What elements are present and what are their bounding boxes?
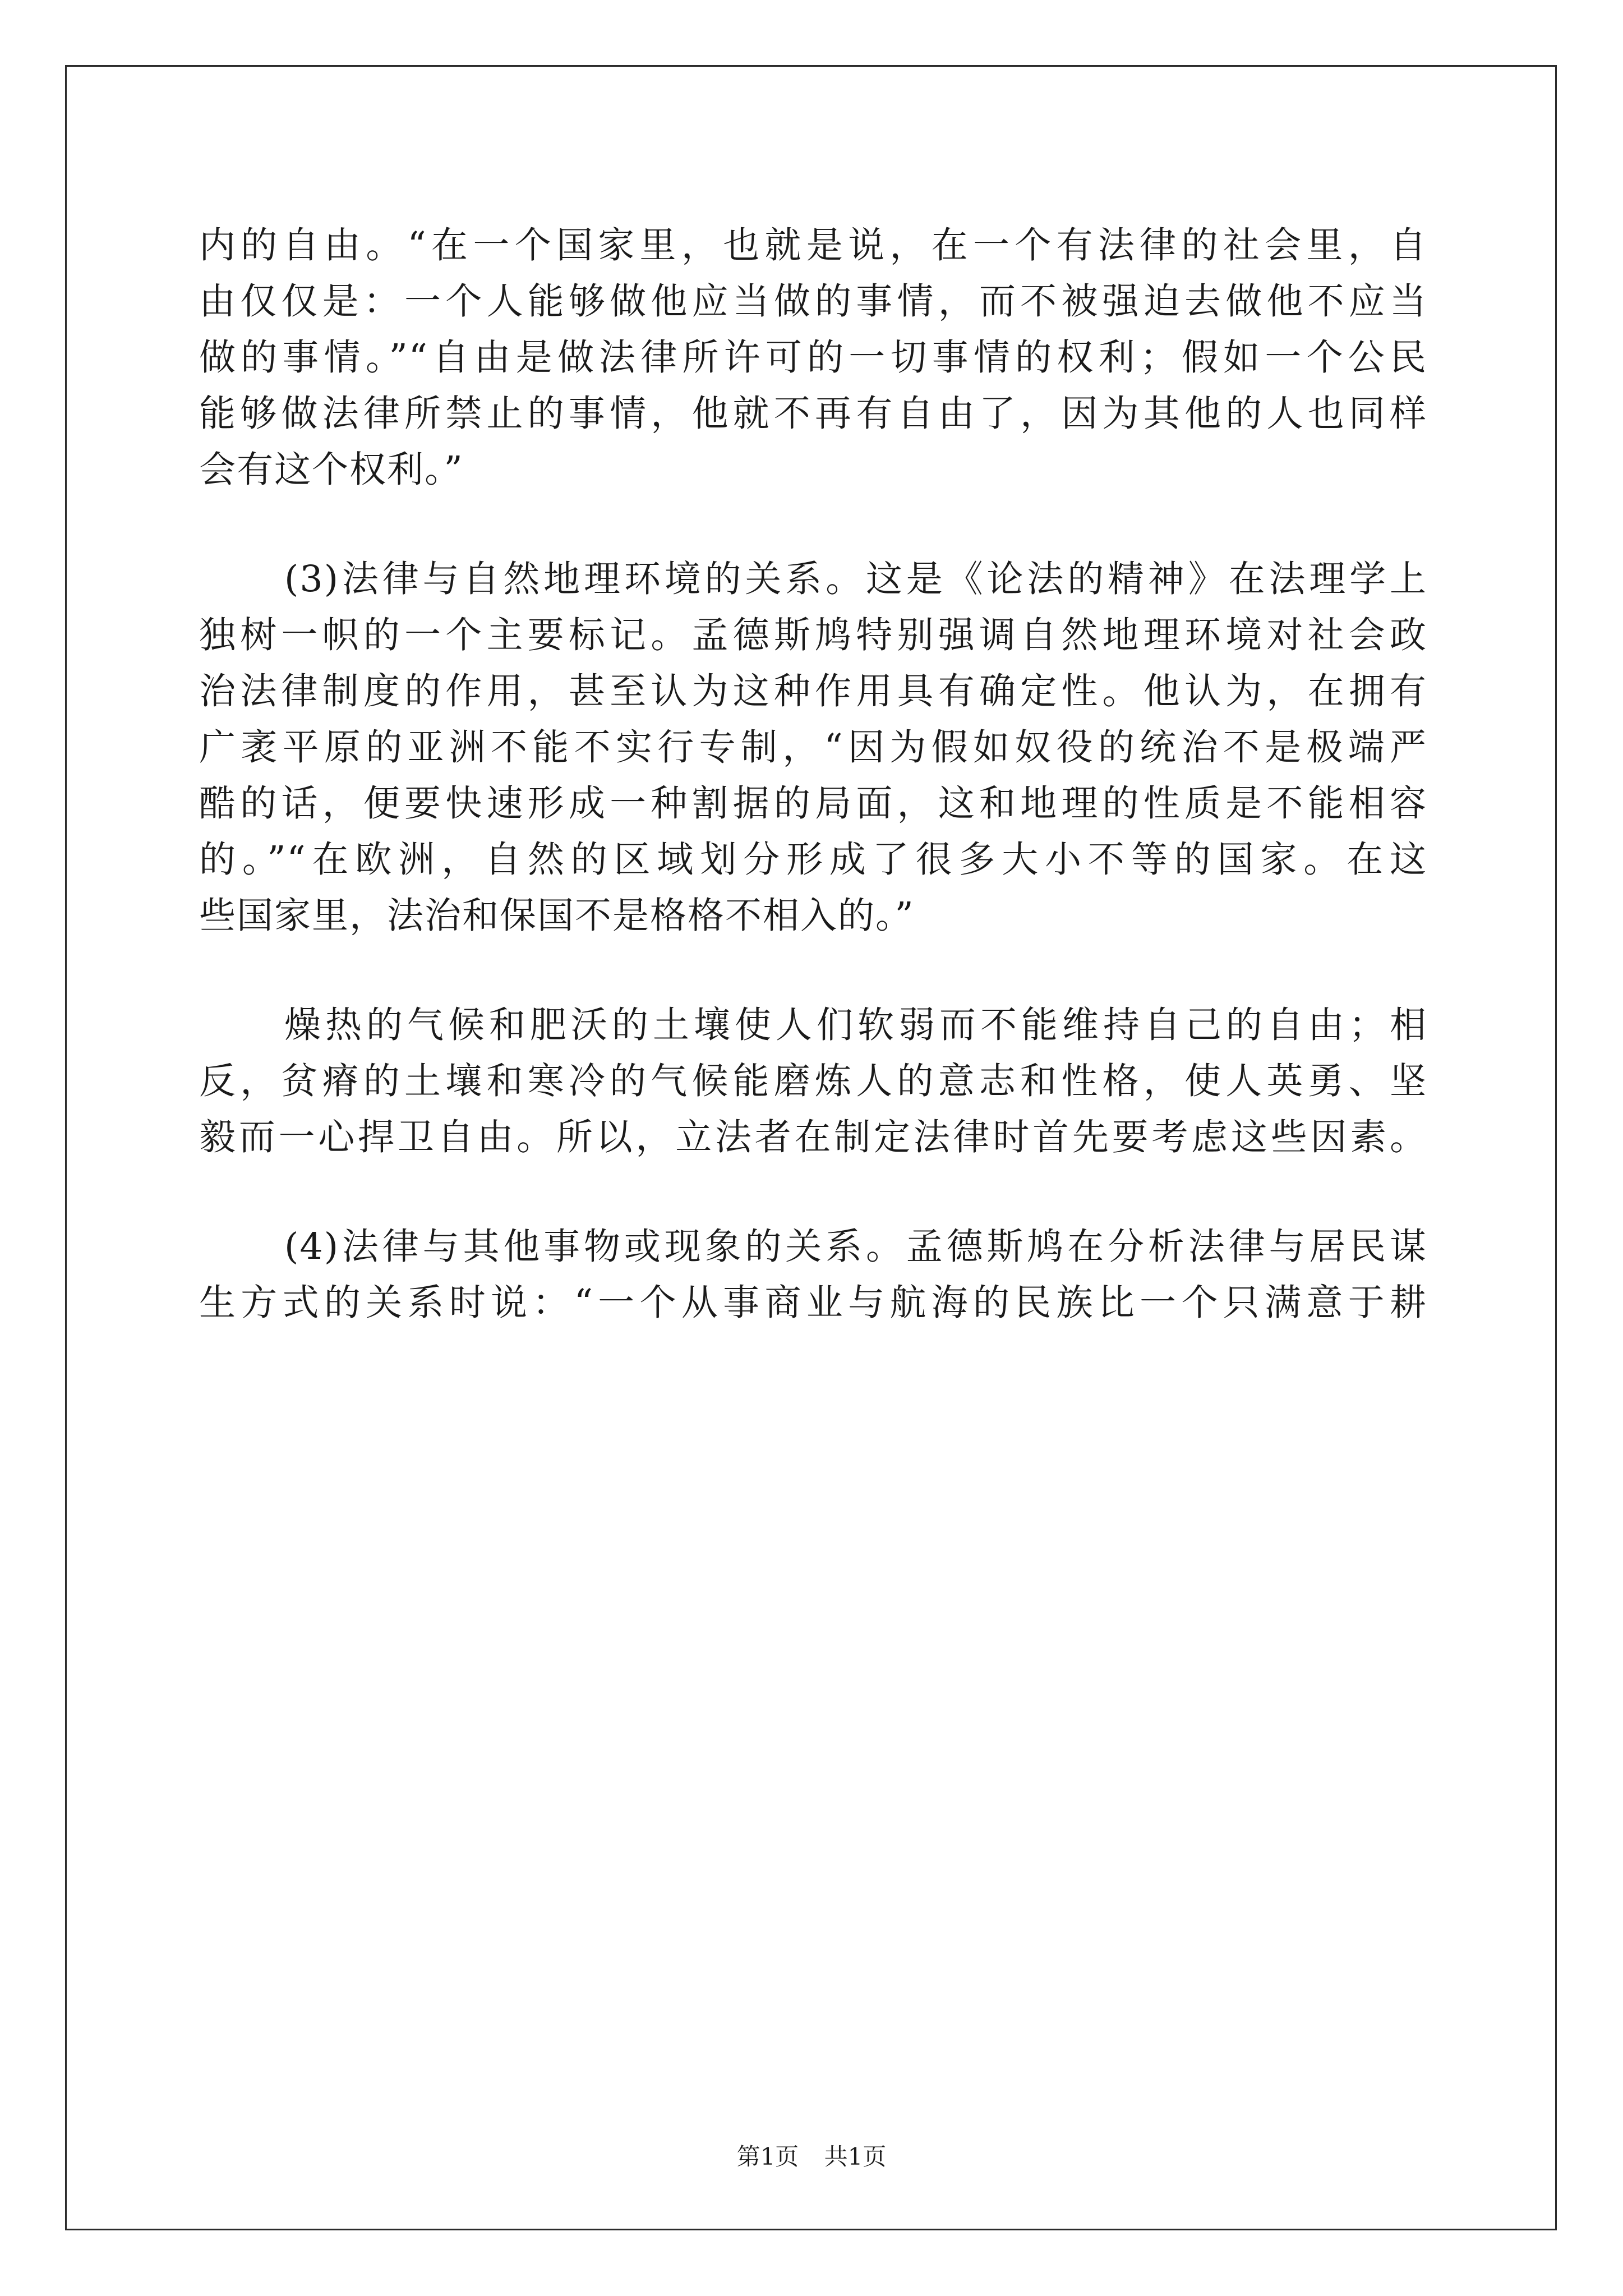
text-line: 能够做法律所禁止的事情，他就不再有自由了，因为其他的人也同样 (199, 393, 1427, 435)
text-line: 燥热的气候和肥沃的土壤使人们软弱而不能维持自己的自由；相 (284, 1004, 1427, 1046)
paragraph-4 (199, 1219, 1427, 1331)
text-line: 做的事情。”“自由是做法律所许可的一切事情的权利；假如一个公民 (199, 337, 1427, 379)
text-line: 毅而一心捍卫自由。所以，立法者在制定法律时首先要考虑这些因素。 (199, 1116, 1427, 1158)
text-line: 治法律制度的作用，甚至认为这种作用具有确定性。他认为，在拥有 (199, 670, 1427, 712)
text-line: 广袤平原的亚洲不能不实行专制，“因为假如奴役的统治不是极端严 (199, 726, 1427, 769)
paragraph-3 (199, 997, 1427, 1166)
paragraph-1 (199, 218, 1427, 498)
text-line: 反，贫瘠的土壤和寒冷的气候能磨炼人的意志和性格，使人英勇、坚 (199, 1060, 1427, 1102)
text-line: 些国家里，法治和保国不是格格不相入的。” (199, 895, 915, 937)
text-line: 的。”“在欧洲，自然的区域划分形成了很多大小不等的国家。在这 (199, 839, 1427, 881)
text-line: 生方式的关系时说：“一个从事商业与航海的民族比一个只满意于耕 (199, 1282, 1427, 1324)
document-body (199, 218, 1427, 1331)
text-line: 会有这个权利。” (199, 449, 464, 491)
page-footer (0, 2140, 1623, 2174)
text-line: 独树一帜的一个主要标记。孟德斯鸠特别强调自然地理环境对社会政 (199, 614, 1427, 656)
text-line: (3)法律与自然地理环境的关系。这是《论法的精神》在法理学上 (284, 558, 1427, 600)
page-number: 第1页 (736, 2143, 799, 2170)
text-line: 由仅仅是：一个人能够做他应当做的事情，而不被强迫去做他不应当 (199, 280, 1427, 323)
paragraph-2 (199, 551, 1427, 944)
text-line: (4)法律与其他事物或现象的关系。孟德斯鸠在分析法律与居民谋 (284, 1226, 1427, 1268)
text-line: 内的自由。“在一个国家里，也就是说，在一个有法律的社会里，自 (199, 224, 1427, 266)
text-line: 酷的话，便要快速形成一种割据的局面，这和地理的性质是不能相容 (199, 783, 1427, 825)
page-total: 共1页 (824, 2143, 887, 2170)
